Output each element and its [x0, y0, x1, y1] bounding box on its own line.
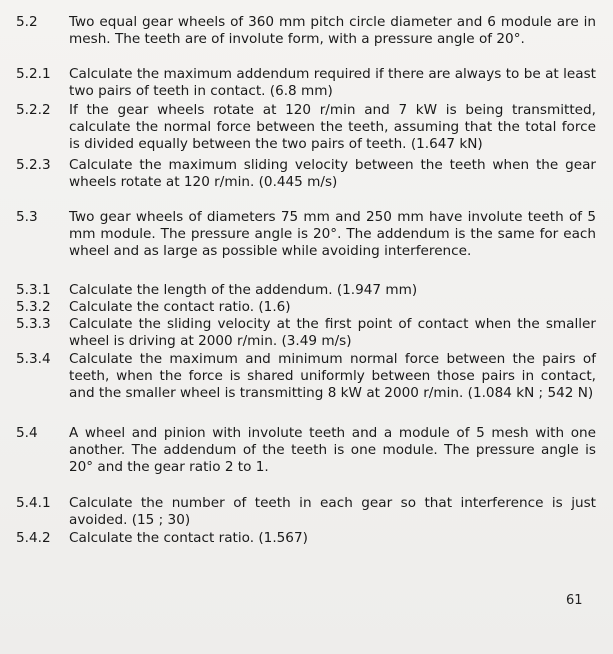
problem-text: Calculate the length of the addendum. (1.947 mm): [69, 282, 418, 298]
problem-number: 5.4.1: [16, 495, 51, 511]
problem-5-3-2: [16, 299, 596, 316]
problem-5-4-1: [16, 495, 596, 529]
problem-number: 5.2.2: [16, 102, 51, 118]
problem-5-4: [16, 425, 596, 476]
problem-5-2-1: [16, 66, 596, 100]
problem-text: Two equal gear wheels of 360 mm pitch circle diameter and 6 module are in mesh. The teeth are of involute form, with a pressure angle of 20°.: [69, 14, 596, 47]
problem-5-3-4: [16, 351, 596, 402]
problem-5-2-2: [16, 102, 596, 153]
problem-number: 5.3: [16, 209, 38, 225]
problem-text: Calculate the maximum sliding velocity between the teeth when the gear wheels rotate at 120 r/min. (0.445 m/s): [69, 157, 596, 190]
problem-number: 5.3.2: [16, 299, 51, 315]
problem-number: 5.4.2: [16, 530, 51, 546]
problem-number: 5.3.3: [16, 316, 51, 332]
problem-number: 5.2.1: [16, 66, 51, 82]
problem-text: A wheel and pinion with involute teeth and a module of 5 mesh with one another. The addendum of the teeth is one module. The pressure angle is 20° and the gear ratio 2 to 1.: [69, 425, 596, 475]
problem-text: Calculate the number of teeth in each gear so that interference is just avoided. (15 ; 30): [69, 495, 596, 528]
problem-5-2-3: [16, 157, 596, 191]
problem-5-4-2: [16, 530, 596, 547]
problem-text: Calculate the sliding velocity at the first point of contact when the smaller wheel is driving at 2000 r/min. (3.49 m/s): [69, 316, 596, 349]
problem-5-3-1: [16, 282, 596, 299]
problem-number: 5.3.1: [16, 282, 51, 298]
problem-number: 5.2.3: [16, 157, 51, 173]
problem-number: 5.2: [16, 14, 38, 30]
problem-5-3-3: [16, 316, 596, 350]
problem-text: Two gear wheels of diameters 75 mm and 250 mm have involute teeth of 5 mm module. The pressure angle is 20°. The addendum is the same for each wheel and as large as possible while avoiding interference.: [69, 209, 596, 259]
problem-text: Calculate the maximum and minimum normal force between the pairs of teeth, when the force is shared uniformly between those pairs in contact, and the smaller wheel is transmitting 8 kW at 2000 r/min. (1.084 kN ; 542 N): [69, 351, 596, 401]
problem-number: 5.3.4: [16, 351, 51, 367]
problem-text: If the gear wheels rotate at 120 r/min and 7 kW is being transmitted, calculate the normal force between the teeth, assuming that the total force is divided equally between the two pairs of teeth. (1.647 kN): [69, 102, 596, 152]
problem-text: Calculate the contact ratio. (1.6): [69, 299, 291, 315]
page-number: 61: [566, 593, 583, 608]
problem-5-2: [16, 14, 596, 48]
problem-text: Calculate the contact ratio. (1.567): [69, 530, 308, 546]
problem-5-3: [16, 209, 596, 260]
problem-text: Calculate the maximum addendum required if there are always to be at least two pairs of teeth in contact. (6.8 mm): [69, 66, 596, 99]
problem-number: 5.4: [16, 425, 38, 441]
